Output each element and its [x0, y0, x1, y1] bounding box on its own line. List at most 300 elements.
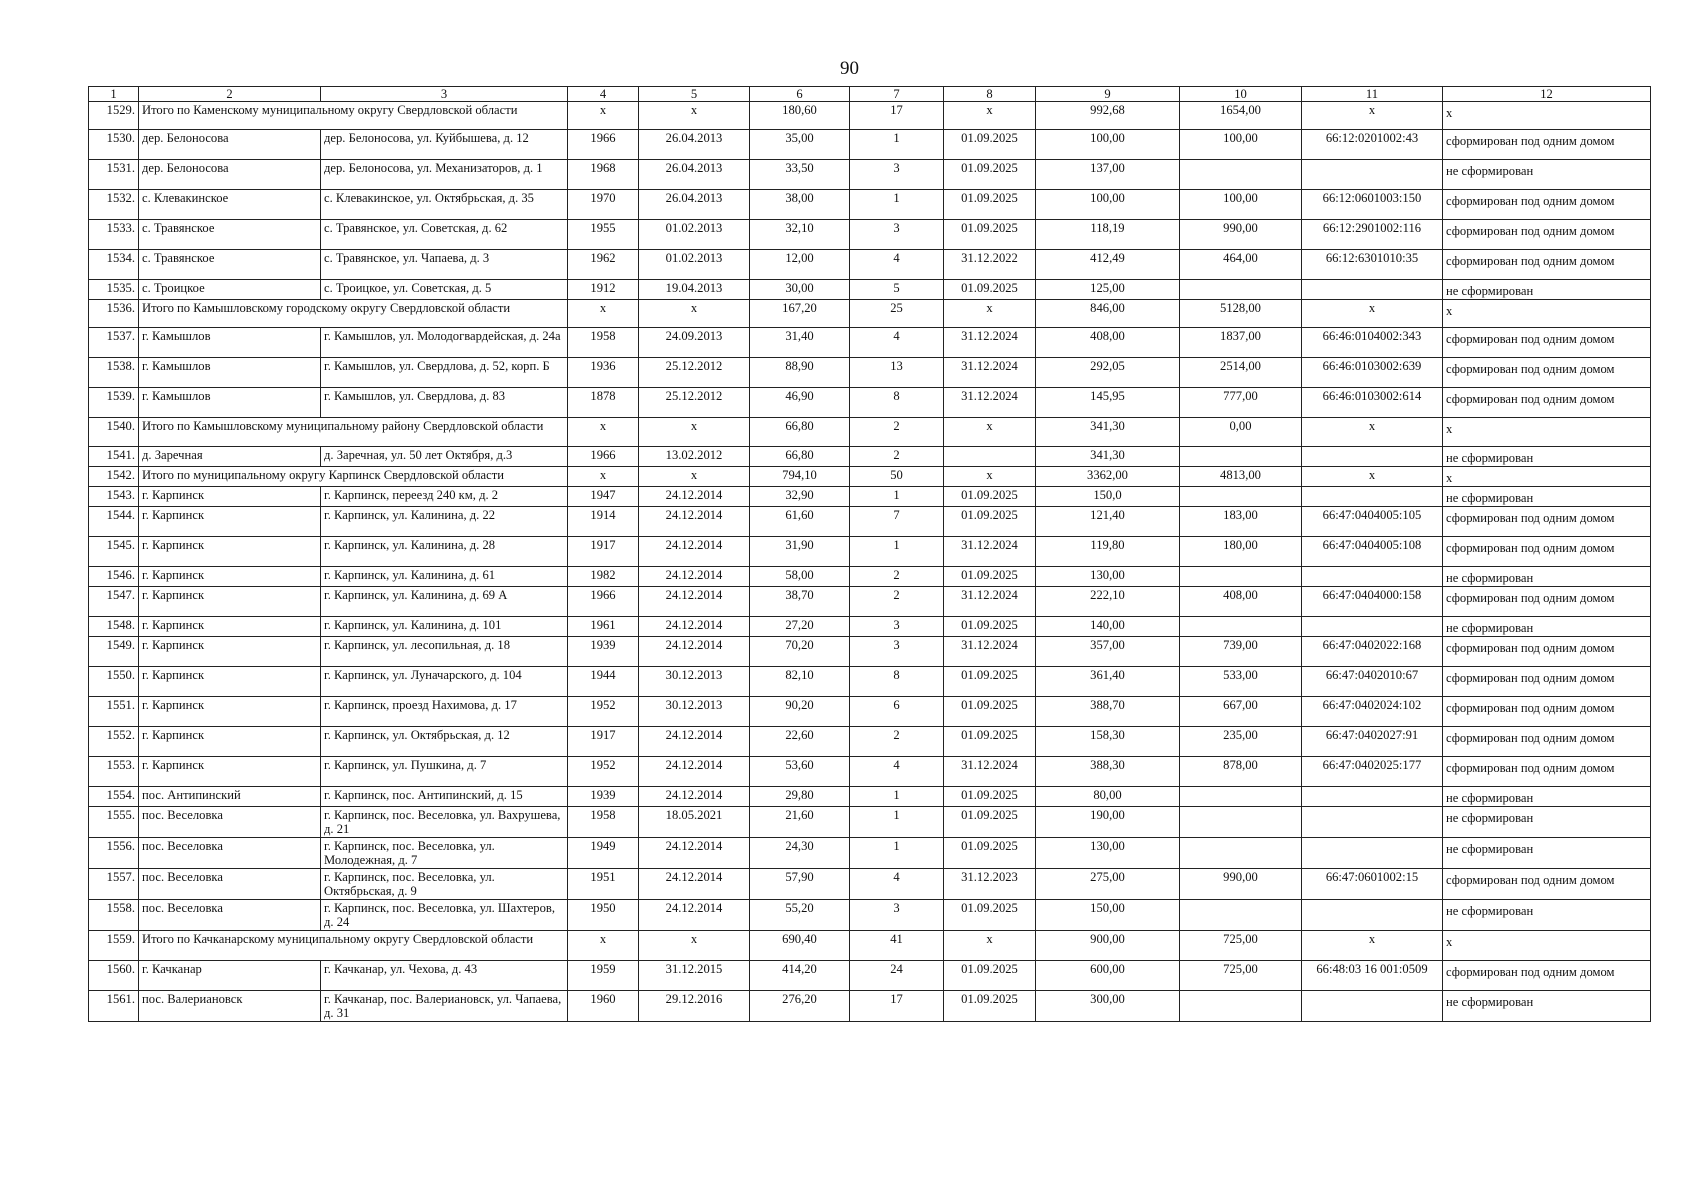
settlement-cell: пос. Веселовка [139, 807, 321, 838]
value-cell: 100,00 [1036, 130, 1180, 160]
cadastral-number-cell [1302, 787, 1443, 807]
address-cell: г. Карпинск, ул. Калинина, д. 101 [321, 617, 568, 637]
settlement-cell: г. Карпинск [139, 537, 321, 567]
land-area-cell: 533,00 [1180, 667, 1302, 697]
settlement-cell: дер. Белоносова [139, 130, 321, 160]
value-cell: 357,00 [1036, 637, 1180, 667]
planned-date-cell: 31.12.2024 [944, 537, 1036, 567]
value-cell: 388,30 [1036, 757, 1180, 787]
date-recognized-cell: 25.12.2012 [639, 388, 750, 418]
date-recognized-cell: x [639, 102, 750, 130]
column-number-header: 3 [321, 87, 568, 102]
residents-cell: 4 [850, 328, 944, 358]
land-status-cell: сформирован под одним домом [1443, 220, 1651, 250]
area-cell: 46,90 [750, 388, 850, 418]
year-built-cell: x [568, 102, 639, 130]
date-recognized-cell: 24.12.2014 [639, 537, 750, 567]
column-number-row [89, 87, 1651, 102]
cadastral-number-cell [1302, 447, 1443, 467]
year-built-cell: 1958 [568, 807, 639, 838]
table-row [89, 130, 1651, 160]
planned-date-cell: 01.09.2025 [944, 190, 1036, 220]
settlement-cell: пос. Валериановск [139, 991, 321, 1022]
date-recognized-cell: 26.04.2013 [639, 190, 750, 220]
land-status-cell: сформирован под одним домом [1443, 757, 1651, 787]
land-area-cell: 725,00 [1180, 961, 1302, 991]
value-cell: 121,40 [1036, 507, 1180, 537]
table-body [89, 102, 1651, 1022]
area-cell: 167,20 [750, 300, 850, 328]
cadastral-number-cell: 66:12:0601003:150 [1302, 190, 1443, 220]
table-row [89, 567, 1651, 587]
settlement-cell: г. Карпинск [139, 567, 321, 587]
value-cell: 130,00 [1036, 567, 1180, 587]
cadastral-number-cell [1302, 567, 1443, 587]
value-cell: 190,00 [1036, 807, 1180, 838]
year-built-cell: 1958 [568, 328, 639, 358]
row-number-cell: 1541. [89, 447, 139, 467]
planned-date-cell: 01.09.2025 [944, 507, 1036, 537]
value-cell: 275,00 [1036, 869, 1180, 900]
land-area-cell: 777,00 [1180, 388, 1302, 418]
row-number-cell: 1545. [89, 537, 139, 567]
address-cell: г. Карпинск, ул. Калинина, д. 69 А [321, 587, 568, 617]
land-area-cell: 739,00 [1180, 637, 1302, 667]
table-row [89, 617, 1651, 637]
date-recognized-cell: x [639, 931, 750, 961]
land-status-cell: сформирован под одним домом [1443, 697, 1651, 727]
column-number-header: 4 [568, 87, 639, 102]
cadastral-number-cell: x [1302, 418, 1443, 447]
table-row [89, 667, 1651, 697]
settlement-cell: г. Камышлов [139, 358, 321, 388]
residents-cell: 17 [850, 102, 944, 130]
planned-date-cell: 01.09.2025 [944, 567, 1036, 587]
year-built-cell: 1949 [568, 838, 639, 869]
table-row [89, 697, 1651, 727]
residents-cell: 3 [850, 220, 944, 250]
settlement-cell: с. Троицкое [139, 280, 321, 300]
land-area-cell: 180,00 [1180, 537, 1302, 567]
address-cell: г. Карпинск, пос. Веселовка, ул. Октябрьская, д. 9 [321, 869, 568, 900]
planned-date-cell: 01.09.2025 [944, 787, 1036, 807]
area-cell: 24,30 [750, 838, 850, 869]
residents-cell: 1 [850, 130, 944, 160]
value-cell: 292,05 [1036, 358, 1180, 388]
table-row [89, 190, 1651, 220]
year-built-cell: 1939 [568, 637, 639, 667]
row-number-cell: 1551. [89, 697, 139, 727]
area-cell: 88,90 [750, 358, 850, 388]
value-cell: 600,00 [1036, 961, 1180, 991]
date-recognized-cell: 18.05.2021 [639, 807, 750, 838]
planned-date-cell: 31.12.2022 [944, 250, 1036, 280]
settlement-cell: г. Карпинск [139, 727, 321, 757]
year-built-cell: x [568, 418, 639, 447]
area-cell: 38,00 [750, 190, 850, 220]
land-status-cell: не сформирован [1443, 838, 1651, 869]
land-area-cell: 5128,00 [1180, 300, 1302, 328]
date-recognized-cell: x [639, 300, 750, 328]
settlement-cell: г. Камышлов [139, 388, 321, 418]
planned-date-cell: 01.09.2025 [944, 487, 1036, 507]
date-recognized-cell: 30.12.2013 [639, 667, 750, 697]
residents-cell: 2 [850, 727, 944, 757]
column-number-header: 5 [639, 87, 750, 102]
table-row [89, 447, 1651, 467]
table-row [89, 587, 1651, 617]
date-recognized-cell: 24.12.2014 [639, 637, 750, 667]
total-label-cell: Итого по Качканарскому муниципальному округу Свердловской области [139, 931, 568, 961]
address-cell: г. Качканар, ул. Чехова, д. 43 [321, 961, 568, 991]
land-area-cell: 1654,00 [1180, 102, 1302, 130]
cadastral-number-cell [1302, 160, 1443, 190]
land-status-cell: сформирован под одним домом [1443, 961, 1651, 991]
table-row [89, 900, 1651, 931]
address-cell: дер. Белоносова, ул. Механизаторов, д. 1 [321, 160, 568, 190]
land-area-cell: 408,00 [1180, 587, 1302, 617]
planned-date-cell: 01.09.2025 [944, 727, 1036, 757]
area-cell: 414,20 [750, 961, 850, 991]
area-cell: 32,10 [750, 220, 850, 250]
year-built-cell: 1955 [568, 220, 639, 250]
row-number-cell: 1554. [89, 787, 139, 807]
settlement-cell: г. Карпинск [139, 637, 321, 667]
settlement-cell: г. Карпинск [139, 487, 321, 507]
area-cell: 30,00 [750, 280, 850, 300]
row-number-cell: 1529. [89, 102, 139, 130]
settlement-cell: с. Травянское [139, 250, 321, 280]
land-area-cell: 100,00 [1180, 130, 1302, 160]
cadastral-number-cell [1302, 807, 1443, 838]
land-status-cell: сформирован под одним домом [1443, 869, 1651, 900]
year-built-cell: 1962 [568, 250, 639, 280]
land-area-cell [1180, 487, 1302, 507]
table-row [89, 328, 1651, 358]
value-cell: 361,40 [1036, 667, 1180, 697]
date-recognized-cell: 24.12.2014 [639, 617, 750, 637]
row-number-cell: 1557. [89, 869, 139, 900]
land-status-cell: сформирован под одним домом [1443, 537, 1651, 567]
cadastral-number-cell: x [1302, 467, 1443, 487]
cadastral-number-cell: 66:47:0601002:15 [1302, 869, 1443, 900]
table-row [89, 807, 1651, 838]
planned-date-cell: 01.09.2025 [944, 667, 1036, 697]
row-number-cell: 1538. [89, 358, 139, 388]
year-built-cell: x [568, 931, 639, 961]
area-cell: 27,20 [750, 617, 850, 637]
residents-cell: 3 [850, 637, 944, 667]
row-number-cell: 1552. [89, 727, 139, 757]
date-recognized-cell: 13.02.2012 [639, 447, 750, 467]
table-row [89, 220, 1651, 250]
residents-cell: 1 [850, 487, 944, 507]
land-area-cell [1180, 787, 1302, 807]
area-cell: 32,90 [750, 487, 850, 507]
planned-date-cell: 31.12.2024 [944, 328, 1036, 358]
date-recognized-cell: 24.12.2014 [639, 727, 750, 757]
value-cell: 300,00 [1036, 991, 1180, 1022]
area-cell: 33,50 [750, 160, 850, 190]
year-built-cell: 1947 [568, 487, 639, 507]
value-cell: 408,00 [1036, 328, 1180, 358]
date-recognized-cell: 19.04.2013 [639, 280, 750, 300]
land-status-cell: сформирован под одним домом [1443, 250, 1651, 280]
residents-cell: 3 [850, 900, 944, 931]
land-status-cell: x [1443, 931, 1651, 961]
residents-cell: 4 [850, 250, 944, 280]
area-cell: 55,20 [750, 900, 850, 931]
year-built-cell: 1914 [568, 507, 639, 537]
cadastral-number-cell [1302, 280, 1443, 300]
address-cell: г. Камышлов, ул. Свердлова, д. 83 [321, 388, 568, 418]
cadastral-number-cell: 66:12:2901002:116 [1302, 220, 1443, 250]
cadastral-number-cell: 66:47:0402027:91 [1302, 727, 1443, 757]
planned-date-cell: x [944, 300, 1036, 328]
residents-cell: 1 [850, 537, 944, 567]
land-area-cell: 464,00 [1180, 250, 1302, 280]
residents-cell: 13 [850, 358, 944, 388]
cadastral-number-cell: x [1302, 931, 1443, 961]
address-cell: с. Клевакинское, ул. Октябрьская, д. 35 [321, 190, 568, 220]
area-cell: 690,40 [750, 931, 850, 961]
land-area-cell: 667,00 [1180, 697, 1302, 727]
planned-date-cell: 01.09.2025 [944, 130, 1036, 160]
land-area-cell [1180, 617, 1302, 637]
cadastral-number-cell: 66:47:0404005:105 [1302, 507, 1443, 537]
cadastral-number-cell: 66:48:03 16 001:0509 [1302, 961, 1443, 991]
planned-date-cell: 01.09.2025 [944, 280, 1036, 300]
settlement-cell: дер. Белоносова [139, 160, 321, 190]
date-recognized-cell: 24.12.2014 [639, 507, 750, 537]
row-number-cell: 1530. [89, 130, 139, 160]
year-built-cell: 1966 [568, 587, 639, 617]
land-status-cell: x [1443, 467, 1651, 487]
cadastral-number-cell: 66:46:0103002:639 [1302, 358, 1443, 388]
table-row [89, 838, 1651, 869]
planned-date-cell: x [944, 931, 1036, 961]
value-cell: 900,00 [1036, 931, 1180, 961]
area-cell: 90,20 [750, 697, 850, 727]
land-status-cell: x [1443, 102, 1651, 130]
land-status-cell: не сформирован [1443, 447, 1651, 467]
residents-cell: 1 [850, 838, 944, 869]
planned-date-cell: x [944, 418, 1036, 447]
row-number-cell: 1535. [89, 280, 139, 300]
land-area-cell [1180, 838, 1302, 869]
land-area-cell [1180, 807, 1302, 838]
cadastral-number-cell: 66:12:0201002:43 [1302, 130, 1443, 160]
land-status-cell: сформирован под одним домом [1443, 667, 1651, 697]
residents-cell: 25 [850, 300, 944, 328]
land-area-cell: 235,00 [1180, 727, 1302, 757]
year-built-cell: 1917 [568, 727, 639, 757]
table-row [89, 727, 1651, 757]
address-cell: с. Травянское, ул. Чапаева, д. 3 [321, 250, 568, 280]
address-cell: г. Карпинск, ул. Калинина, д. 28 [321, 537, 568, 567]
row-number-cell: 1539. [89, 388, 139, 418]
settlement-cell: пос. Веселовка [139, 838, 321, 869]
planned-date-cell: 31.12.2024 [944, 637, 1036, 667]
table-total-row [89, 418, 1651, 447]
year-built-cell: 1917 [568, 537, 639, 567]
address-cell: г. Карпинск, пос. Веселовка, ул. Вахрушева, д. 21 [321, 807, 568, 838]
area-cell: 66,80 [750, 447, 850, 467]
address-cell: г. Карпинск, ул. Пушкина, д. 7 [321, 757, 568, 787]
date-recognized-cell: 01.02.2013 [639, 250, 750, 280]
row-number-cell: 1544. [89, 507, 139, 537]
row-number-cell: 1550. [89, 667, 139, 697]
land-status-cell: сформирован под одним домом [1443, 358, 1651, 388]
table-row [89, 991, 1651, 1022]
year-built-cell: 1966 [568, 447, 639, 467]
value-cell: 150,0 [1036, 487, 1180, 507]
date-recognized-cell: 30.12.2013 [639, 697, 750, 727]
value-cell: 341,30 [1036, 447, 1180, 467]
residents-cell: 2 [850, 587, 944, 617]
area-cell: 21,60 [750, 807, 850, 838]
cadastral-number-cell: 66:47:0404005:108 [1302, 537, 1443, 567]
row-number-cell: 1533. [89, 220, 139, 250]
row-number-cell: 1532. [89, 190, 139, 220]
land-area-cell [1180, 280, 1302, 300]
value-cell: 100,00 [1036, 190, 1180, 220]
date-recognized-cell: 26.04.2013 [639, 160, 750, 190]
planned-date-cell: 01.09.2025 [944, 991, 1036, 1022]
settlement-cell: г. Карпинск [139, 617, 321, 637]
address-cell: г. Карпинск, пос. Веселовка, ул. Шахтеров, д. 24 [321, 900, 568, 931]
year-built-cell: 1878 [568, 388, 639, 418]
land-status-cell: x [1443, 300, 1651, 328]
area-cell: 82,10 [750, 667, 850, 697]
area-cell: 31,40 [750, 328, 850, 358]
planned-date-cell: 01.09.2025 [944, 838, 1036, 869]
table-row [89, 358, 1651, 388]
address-cell: дер. Белоносова, ул. Куйбышева, д. 12 [321, 130, 568, 160]
column-number-header: 9 [1036, 87, 1180, 102]
housing-register-table [88, 86, 1651, 1022]
year-built-cell: 1970 [568, 190, 639, 220]
year-built-cell: 1960 [568, 991, 639, 1022]
planned-date-cell [944, 447, 1036, 467]
area-cell: 53,60 [750, 757, 850, 787]
table-row [89, 388, 1651, 418]
value-cell: 118,19 [1036, 220, 1180, 250]
cadastral-number-cell: 66:47:0402022:168 [1302, 637, 1443, 667]
date-recognized-cell: 24.12.2014 [639, 487, 750, 507]
table-total-row [89, 467, 1651, 487]
cadastral-number-cell: 66:47:0402025:177 [1302, 757, 1443, 787]
table-row [89, 869, 1651, 900]
residents-cell: 4 [850, 757, 944, 787]
column-number-header: 11 [1302, 87, 1443, 102]
address-cell: г. Карпинск, ул. Калинина, д. 61 [321, 567, 568, 587]
land-area-cell [1180, 567, 1302, 587]
settlement-cell: с. Травянское [139, 220, 321, 250]
area-cell: 58,00 [750, 567, 850, 587]
land-status-cell: не сформирован [1443, 900, 1651, 931]
table-row [89, 250, 1651, 280]
total-label-cell: Итого по Каменскому муниципальному округу Свердловской области [139, 102, 568, 130]
land-area-cell [1180, 160, 1302, 190]
value-cell: 125,00 [1036, 280, 1180, 300]
year-built-cell: x [568, 467, 639, 487]
year-built-cell: 1936 [568, 358, 639, 388]
year-built-cell: 1939 [568, 787, 639, 807]
land-status-cell: сформирован под одним домом [1443, 587, 1651, 617]
land-status-cell: сформирован под одним домом [1443, 388, 1651, 418]
area-cell: 57,90 [750, 869, 850, 900]
residents-cell: 5 [850, 280, 944, 300]
row-number-cell: 1543. [89, 487, 139, 507]
area-cell: 61,60 [750, 507, 850, 537]
settlement-cell: г. Камышлов [139, 328, 321, 358]
cadastral-number-cell: 66:47:0402010:67 [1302, 667, 1443, 697]
date-recognized-cell: 24.12.2014 [639, 838, 750, 869]
date-recognized-cell: 29.12.2016 [639, 991, 750, 1022]
column-number-header: 6 [750, 87, 850, 102]
table-row [89, 280, 1651, 300]
land-status-cell: сформирован под одним домом [1443, 190, 1651, 220]
date-recognized-cell: 24.09.2013 [639, 328, 750, 358]
area-cell: 276,20 [750, 991, 850, 1022]
area-cell: 66,80 [750, 418, 850, 447]
land-status-cell: не сформирован [1443, 567, 1651, 587]
planned-date-cell: 01.09.2025 [944, 900, 1036, 931]
value-cell: 137,00 [1036, 160, 1180, 190]
row-number-cell: 1548. [89, 617, 139, 637]
land-area-cell: 2514,00 [1180, 358, 1302, 388]
address-cell: г. Качканар, пос. Валериановск, ул. Чапаева, д. 31 [321, 991, 568, 1022]
settlement-cell: г. Карпинск [139, 587, 321, 617]
land-status-cell: сформирован под одним домом [1443, 637, 1651, 667]
address-cell: г. Карпинск, пос. Антипинский, д. 15 [321, 787, 568, 807]
residents-cell: 7 [850, 507, 944, 537]
planned-date-cell: 01.09.2025 [944, 220, 1036, 250]
address-cell: г. Карпинск, ул. Луначарского, д. 104 [321, 667, 568, 697]
value-cell: 341,30 [1036, 418, 1180, 447]
area-cell: 70,20 [750, 637, 850, 667]
row-number-cell: 1537. [89, 328, 139, 358]
date-recognized-cell: x [639, 467, 750, 487]
address-cell: г. Карпинск, проезд Нахимова, д. 17 [321, 697, 568, 727]
column-number-header: 1 [89, 87, 139, 102]
row-number-cell: 1546. [89, 567, 139, 587]
address-cell: г. Карпинск, ул. Октябрьская, д. 12 [321, 727, 568, 757]
address-cell: г. Карпинск, пос. Веселовка, ул. Молодежная, д. 7 [321, 838, 568, 869]
year-built-cell: 1952 [568, 757, 639, 787]
settlement-cell: г. Карпинск [139, 757, 321, 787]
residents-cell: 4 [850, 869, 944, 900]
date-recognized-cell: 24.12.2014 [639, 567, 750, 587]
date-recognized-cell: 25.12.2012 [639, 358, 750, 388]
settlement-cell: г. Карпинск [139, 697, 321, 727]
planned-date-cell: 01.09.2025 [944, 807, 1036, 838]
year-built-cell: 1966 [568, 130, 639, 160]
cadastral-number-cell [1302, 487, 1443, 507]
value-cell: 80,00 [1036, 787, 1180, 807]
page-number: 90 [840, 58, 859, 79]
cadastral-number-cell [1302, 991, 1443, 1022]
address-cell: г. Карпинск, ул. лесопильная, д. 18 [321, 637, 568, 667]
land-area-cell: 725,00 [1180, 931, 1302, 961]
land-status-cell: не сформирован [1443, 807, 1651, 838]
row-number-cell: 1561. [89, 991, 139, 1022]
row-number-cell: 1534. [89, 250, 139, 280]
date-recognized-cell: x [639, 418, 750, 447]
row-number-cell: 1531. [89, 160, 139, 190]
total-label-cell: Итого по Камышловскому муниципальному району Свердловской области [139, 418, 568, 447]
